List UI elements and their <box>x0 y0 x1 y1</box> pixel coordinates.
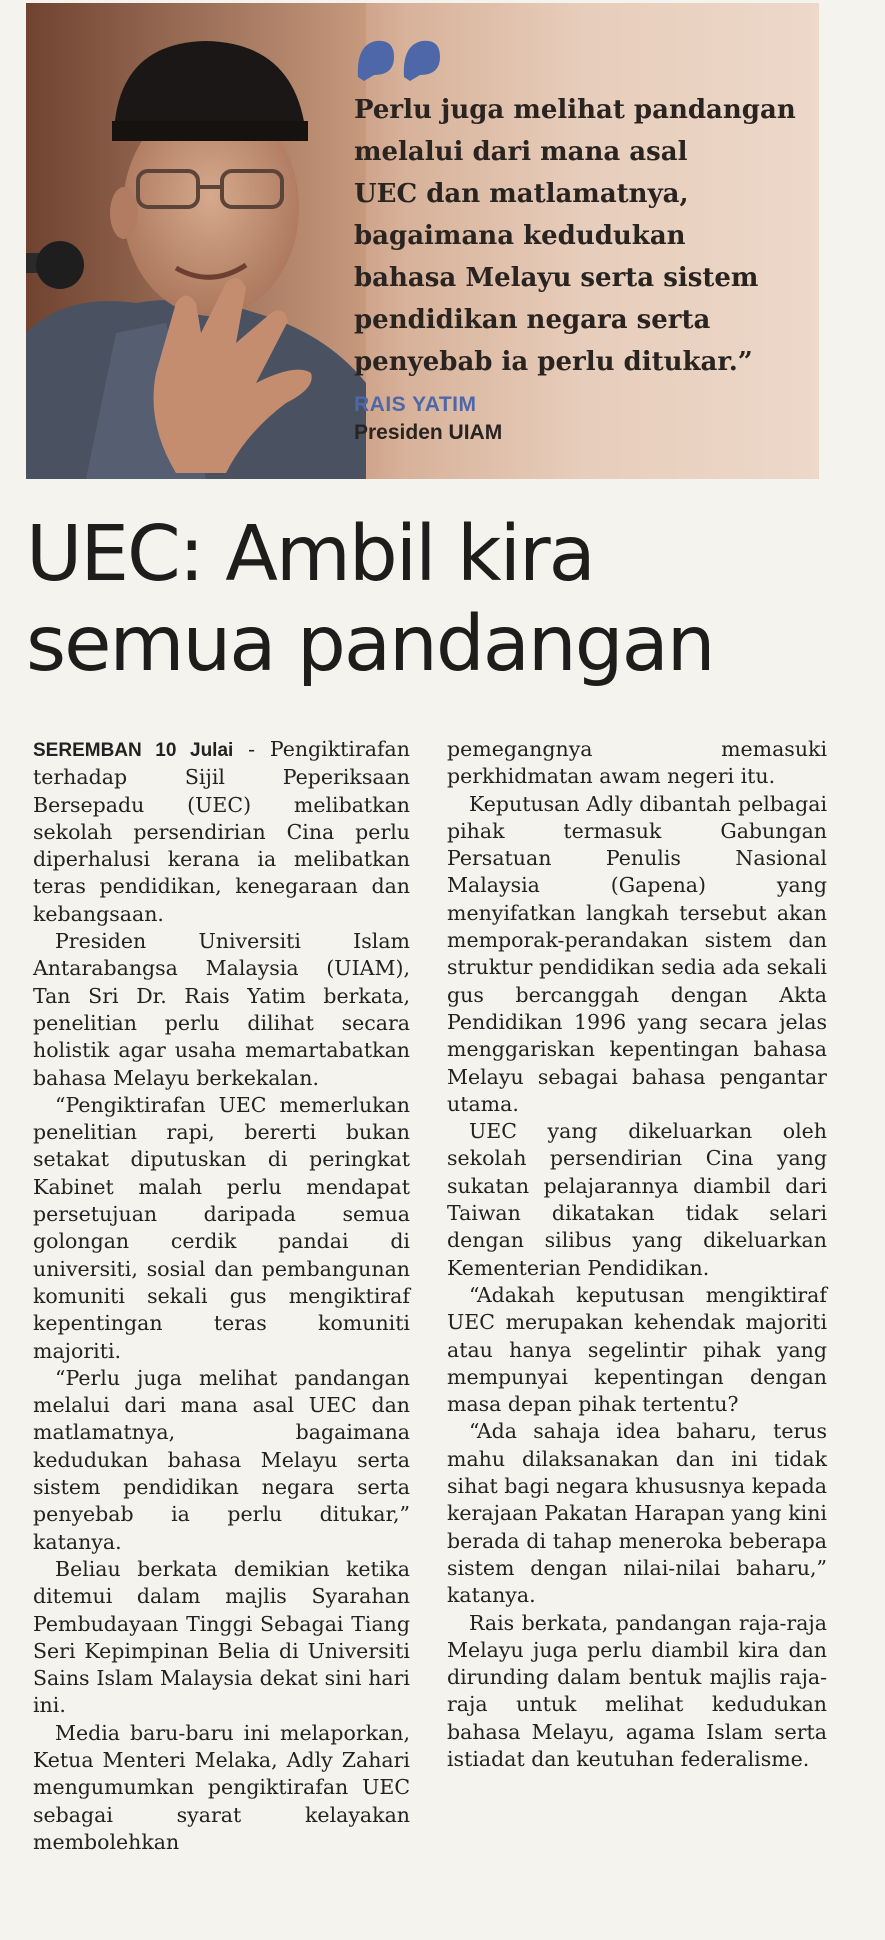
dateline: SEREMBAN 10 Julai <box>33 740 234 761</box>
photo-quote-panel <box>26 3 819 479</box>
paragraph: pemegangnya memasuki perkhidmatan awam negeri itu. <box>447 737 827 789</box>
paragraph: Keputusan Adly dibantah pelbagai pihak termasuk Gabungan Persatuan Penulis Nasional Malaysia (Gapena) yang menyifatkan langkah tersebut akan memporak-perandakan sistem dan struktur pendidikan sedia ada sekali gus bercanggah dengan Akta Pendidikan 1996 yang secara jelas menggariskan kepentingan bahasa Melayu sebagai bahasa pengantar utama. <box>447 791 827 1116</box>
paragraph: “Pengiktirafan UEC memerlukan penelitian rapi, bererti bukan setakat diputuskan di peringkat Kabinet malah perlu mendapat persetujuan daripada semua golongan cerdik pandai di universiti, sosial dan pembangunan komuniti sekali gus mengiktiraf kepentingan teras komuniti majoriti. <box>33 1092 410 1363</box>
paragraph: UEC yang dikeluarkan oleh sekolah persendirian Cina yang sukatan pelajarannya diambil dari Taiwan dikatakan tidak selari dengan silibus yang dikeluarkan Kementerian Pendidikan. <box>447 1119 827 1280</box>
paragraph: “Adakah keputusan mengiktiraf UEC merupakan kehendak majoriti atau hanya segelintir pihak yang mempunyai kepentingan dengan masa depan pihak tertentu? <box>447 1282 827 1417</box>
portrait-photo <box>26 3 366 479</box>
paragraph: Presiden Universiti Islam Antarabangsa Malaysia (UIAM), Tan Sri Dr. Rais Yatim berkata, penelitian perlu dilihat secara holistik agar usaha memartabatkan bahasa Melayu berkekalan. <box>33 929 410 1090</box>
speaker-role: Presiden UIAM <box>354 421 503 444</box>
paragraph: SEREMBAN 10 Julai - Pengiktirafan terhadap Sijil Peperiksaan Bersepadu (UEC) melibatkan sekolah persendirian Cina perlu diperhalusi kerana ia melibatkan teras pendidikan, kenegaraan dan kebangsaan. <box>33 737 410 926</box>
speaker-name: RAIS YATIM <box>354 393 477 416</box>
page-bleed-through <box>838 40 885 1940</box>
paragraph: Rais berkata, pandangan raja-raja Melayu juga perlu diambil kira dan dirunding dalam bentuk majlis raja-raja untuk melihat kedudukan bahasa Melayu, agama Islam serta istiadat dan keutuhan federalisme. <box>447 1610 827 1771</box>
paragraph: Beliau berkata demikian ketika ditemui dalam majlis Syarahan Pembudayaan Tinggi Sebagai Tiang Seri Kepimpinan Belia di Universiti Sains Islam Malaysia dekat sini hari ini. <box>33 1556 410 1718</box>
quote-mark-icon <box>354 37 444 83</box>
paragraph: “Ada sahaja idea baharu, terus mahu dilaksanakan dan ini tidak sihat bagi negara khususnya kepada kerajaan Pakatan Harapan yang kini berada di tahap meneroka beberapa sistem dengan nilai-nilai baharu,” katanya. <box>447 1419 827 1608</box>
headline: UEC: Ambil kira semua pandangan <box>26 510 714 689</box>
pull-quote: Perlu juga melihat pandangan melalui dari mana asal UEC dan matlamatnya, bagaimana kedudukan bahasa Melayu serta sistem pendidikan negara serta penyebab ia perlu ditukar.” <box>354 95 796 377</box>
paragraph: Media baru-baru ini melaporkan, Ketua Menteri Melaka, Adly Zahari mengumumkan pengiktirafan UEC sebagai syarat kelayakan membolehkan <box>33 1720 410 1854</box>
paragraph: “Perlu juga melihat pandangan melalui dari mana asal UEC dan matlamatnya, bagaimana kedudukan bahasa Melayu serta sistem pendidikan negara serta penyebab ia perlu ditukar,” katanya. <box>33 1365 410 1554</box>
article-column-left <box>33 736 410 1856</box>
article-column-right <box>447 736 827 1773</box>
